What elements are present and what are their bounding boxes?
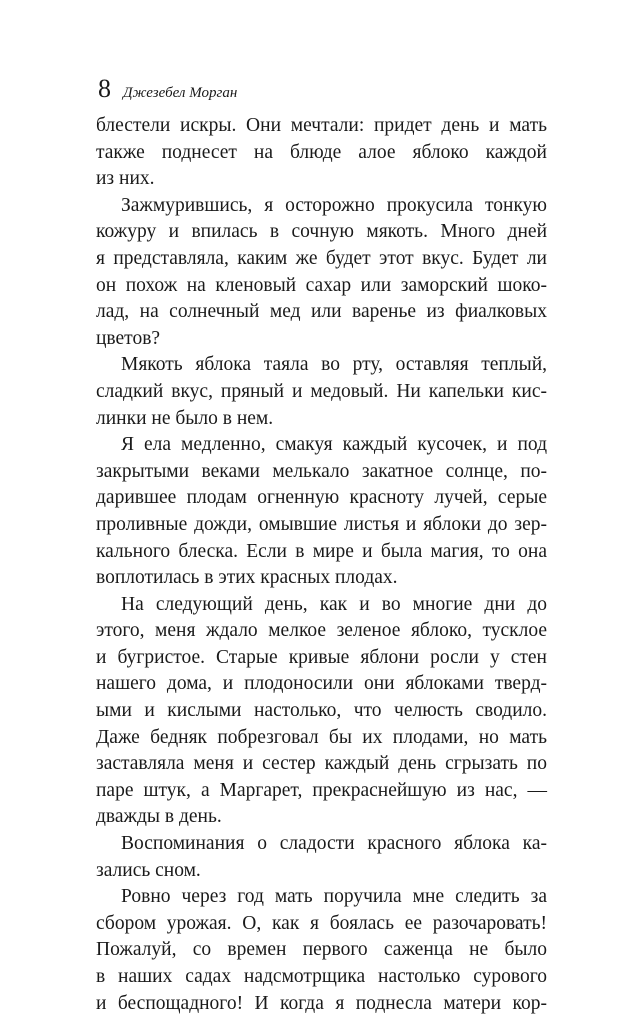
text-line: нашего дома, и плодоносили они яблоками тверд- xyxy=(96,673,547,695)
text-line: и бугристое. Старые кривые яблони росли у стен xyxy=(96,646,547,668)
text-line: заставляла меня и сестер каждый день сгрызать по xyxy=(96,753,547,775)
text-line: лад, на солнечный мед или варенье из фиалковых xyxy=(96,301,547,323)
text-line: кожуру и впилась в сочную мякоть. Много дней xyxy=(96,221,547,243)
running-head xyxy=(98,74,237,104)
text-line: дарившее плодам огненную красноту лучей, серые xyxy=(96,487,547,509)
text-line: также поднесет на блюде алое яблоко каждой xyxy=(96,141,547,163)
text-line: Даже бедняк побрезговал бы их плодами, но мать xyxy=(96,726,547,748)
text-line: Пожалуй, со времен первого саженца не было xyxy=(96,939,547,961)
text-line: из них. xyxy=(96,168,155,190)
text-line: этого, меня ждало мелкое зеленое яблоко, тусклое xyxy=(96,620,547,642)
text-line: я представляла, каким же будет этот вкус. Будет ли xyxy=(96,247,547,269)
text-line: На следующий день, как и во многие дни до xyxy=(121,593,547,615)
text-line: паре штук, а Маргарет, прекраснейшую из нас, — xyxy=(96,779,547,801)
text-line: и беспощадного! И когда я поднесла матери кор- xyxy=(96,992,547,1014)
text-line: линки не было в нем. xyxy=(96,407,274,429)
text-line: блестели искры. Они мечтали: придет день и мать xyxy=(96,115,547,136)
text-line: зались сном. xyxy=(96,859,201,881)
text-line: Зажмурившись, я осторожно прокусила тонкую xyxy=(121,194,547,216)
text-line: Ровно через год мать поручила мне следить за xyxy=(121,886,547,908)
text-line: сбором урожая. О, как я боялась ее разочаровать! xyxy=(96,912,547,934)
page-number: 8 xyxy=(98,74,111,103)
running-head-author: Джезебел Морган xyxy=(123,85,238,101)
text-line: сладкий вкус, пряный и медовый. Ни капельки кис- xyxy=(96,380,547,402)
text-line: кального блеска. Если в мире и была магия, то она xyxy=(96,540,547,562)
text-line: Я ела медленно, смакуя каждый кусочек, и под xyxy=(121,434,547,456)
text-line: Мякоть яблока таяла во рту, оставляя теплый, xyxy=(121,354,547,376)
text-line: цветов? xyxy=(96,327,161,349)
text-line: воплотилась в этих красных плодах. xyxy=(96,567,398,589)
text-line: он похож на кленовый сахар или заморский шоко- xyxy=(96,274,547,296)
text-line: проливные дожди, омывшие листья и яблоки до зер- xyxy=(96,513,547,535)
text-line: в наших садах надсмотрщика настолько сурового xyxy=(96,966,547,987)
text-line: ыми и кислыми настолько, что челюсть сводило. xyxy=(96,700,547,722)
text-line: Воспоминания о сладости красного яблока ка- xyxy=(121,833,547,855)
body-text xyxy=(96,113,547,1017)
text-line: дважды в день. xyxy=(96,806,222,828)
text-line: закрытыми веками мелькало закатное солнце, по- xyxy=(96,460,547,482)
